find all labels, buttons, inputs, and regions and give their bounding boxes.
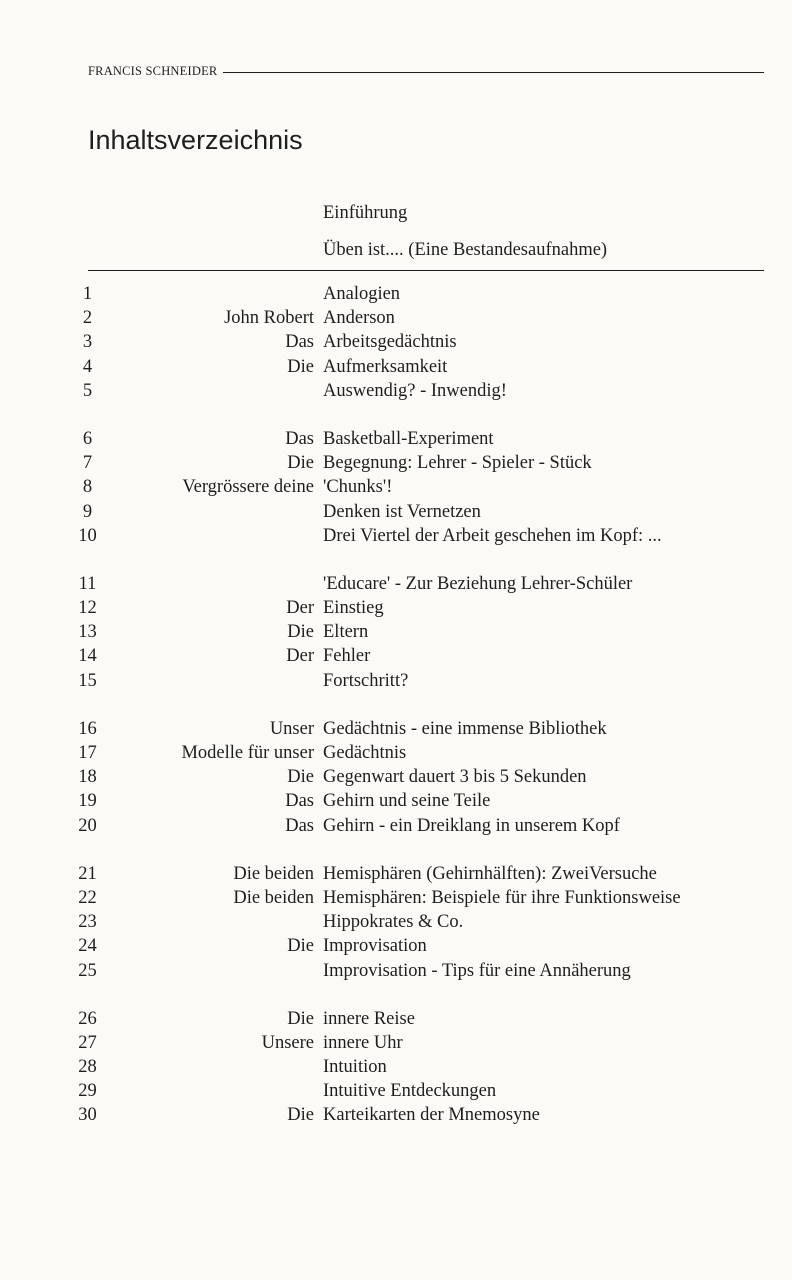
toc-list	[0, 282, 792, 1152]
entry-title: Gehirn - ein Dreiklang in unserem Kopf	[323, 815, 620, 836]
entry-number: 5	[82, 380, 93, 401]
entry-prefix: Das	[285, 815, 314, 836]
entry-number: 23	[78, 912, 97, 933]
toc-entry	[0, 1055, 792, 1079]
entry-title: Fortschritt?	[323, 670, 409, 691]
entry-number: 26	[78, 1008, 97, 1029]
author-name: FRANCIS SCHNEIDER	[88, 64, 218, 78]
entry-title: Auswendig? - Inwendig!	[323, 380, 507, 401]
entry-title: Analogien	[323, 284, 401, 304]
running-header	[88, 64, 764, 79]
entry-title: Gedächtnis	[323, 743, 407, 763]
entry-prefix: Das	[285, 428, 314, 449]
entry-title: Einstieg	[323, 598, 384, 619]
entry-number: 9	[82, 501, 93, 522]
toc-entry	[0, 1031, 792, 1055]
toc-entry	[0, 1079, 792, 1103]
entry-number: 6	[82, 428, 93, 449]
entry-title: innere Uhr	[323, 1032, 403, 1053]
entry-number: 19	[78, 791, 97, 812]
toc-entry	[0, 355, 792, 379]
entry-title: Gehirn und seine Teile	[323, 791, 491, 812]
entry-title: Drei Viertel der Arbeit geschehen im Kopf: ...	[323, 525, 662, 546]
toc-entry	[0, 282, 792, 306]
entry-prefix: Die	[287, 1105, 314, 1126]
entry-title: 'Chunks'!	[323, 477, 393, 498]
entry-number: 2	[82, 308, 93, 329]
intro-line-introduction: Einführung	[323, 203, 408, 223]
toc-entry	[0, 1103, 792, 1127]
entry-number: 18	[78, 767, 97, 788]
entry-number: 1	[82, 284, 93, 304]
toc-entry	[0, 765, 792, 789]
entry-number: 12	[78, 598, 97, 619]
toc-entry	[0, 862, 792, 886]
entry-number: 30	[78, 1105, 97, 1126]
entry-title: Basketball-Experiment	[323, 428, 494, 449]
toc-entry	[0, 475, 792, 499]
toc-group	[0, 862, 792, 983]
toc-entry	[0, 306, 792, 330]
entry-title: Begegnung: Lehrer - Spieler - Stück	[323, 453, 592, 474]
entry-title: Arbeitsgedächtnis	[323, 332, 457, 353]
entry-number: 3	[82, 332, 93, 353]
entry-title: Hemisphären: Beispiele für ihre Funktionsweise	[323, 887, 681, 908]
entry-title: Gegenwart dauert 3 bis 5 Sekunden	[323, 767, 587, 788]
toc-entry	[0, 524, 792, 548]
toc-entry	[0, 572, 792, 596]
entry-title: Eltern	[323, 622, 369, 643]
entry-title: Improvisation - Tips für eine Annäherung	[323, 960, 631, 981]
entry-number: 29	[78, 1081, 97, 1102]
toc-entry	[0, 620, 792, 644]
entry-title: Intuition	[323, 1057, 387, 1078]
toc-group	[0, 1007, 792, 1128]
toc-entry	[0, 910, 792, 934]
entry-prefix: Die	[287, 1008, 314, 1029]
toc-group	[0, 572, 792, 693]
entry-title: Aufmerksamkeit	[323, 356, 448, 377]
intro-divider	[88, 270, 764, 271]
entry-number: 22	[78, 887, 97, 908]
entry-prefix: Das	[285, 791, 314, 812]
entry-title: innere Reise	[323, 1008, 415, 1029]
entry-title: Fehler	[323, 646, 371, 667]
header-rule	[223, 72, 764, 73]
toc-entry	[0, 886, 792, 910]
entry-number: 20	[78, 815, 97, 836]
toc-group	[0, 717, 792, 838]
entry-number: 13	[78, 622, 97, 643]
entry-title: Karteikarten der Mnemosyne	[323, 1105, 540, 1126]
entry-number: 11	[78, 573, 97, 594]
toc-entry	[0, 500, 792, 524]
toc-entry	[0, 959, 792, 983]
toc-entry	[0, 1007, 792, 1031]
entry-number: 25	[78, 960, 97, 981]
toc-group	[0, 427, 792, 548]
toc-entry	[0, 379, 792, 403]
toc-entry	[0, 741, 792, 765]
entry-prefix: Die	[287, 453, 314, 474]
toc-entry	[0, 427, 792, 451]
toc-entry	[0, 789, 792, 813]
entry-prefix: Modelle für unser	[181, 743, 314, 763]
toc-entry	[0, 596, 792, 620]
entry-title: Hippokrates & Co.	[323, 912, 464, 933]
entry-number: 14	[78, 646, 97, 667]
entry-number: 17	[78, 743, 97, 763]
entry-prefix: Die beiden	[233, 887, 314, 908]
entry-title: Intuitive Entdeckungen	[323, 1081, 497, 1102]
toc-entry	[0, 644, 792, 668]
entry-prefix: Unser	[269, 718, 314, 739]
page-title: Inhaltsverzeichnis	[88, 125, 303, 155]
entry-number: 15	[78, 670, 97, 691]
entry-number: 28	[78, 1057, 97, 1078]
entry-number: 10	[78, 525, 97, 546]
toc-entry	[0, 934, 792, 958]
entry-title: Anderson	[323, 308, 395, 329]
entry-title: Improvisation	[323, 936, 427, 957]
entry-prefix: Vergrössere deine	[182, 477, 314, 498]
entry-prefix: Unsere	[261, 1032, 314, 1053]
entry-prefix: Das	[285, 332, 314, 353]
entry-number: 4	[82, 356, 93, 377]
toc-group	[0, 282, 792, 403]
entry-title: Denken ist Vernetzen	[323, 501, 481, 522]
entry-number: 27	[78, 1032, 97, 1053]
entry-prefix: John Robert	[224, 308, 314, 329]
intro-line-inventory: Üben ist.... (Eine Bestandesaufnahme)	[323, 240, 608, 260]
entry-prefix: Die	[287, 356, 314, 377]
entry-title: Hemisphären (Gehirnhälften): ZweiVersuche	[323, 863, 657, 884]
entry-title: 'Educare' - Zur Beziehung Lehrer-Schüler	[323, 573, 633, 594]
toc-entry	[0, 451, 792, 475]
entry-number: 8	[82, 477, 93, 498]
toc-entry	[0, 669, 792, 693]
entry-number: 24	[78, 936, 97, 957]
toc-entry	[0, 330, 792, 354]
entry-prefix: Die	[287, 936, 314, 957]
entry-title: Gedächtnis - eine immense Bibliothek	[323, 718, 607, 739]
entry-prefix: Die	[287, 767, 314, 788]
entry-number: 21	[78, 863, 97, 884]
toc-entry	[0, 717, 792, 741]
entry-prefix: Der	[286, 598, 314, 619]
entry-prefix: Die beiden	[233, 863, 314, 884]
entry-number: 16	[78, 718, 97, 739]
entry-number: 7	[82, 453, 93, 474]
entry-prefix: Die	[287, 622, 314, 643]
entry-prefix: Der	[286, 646, 314, 667]
toc-entry	[0, 814, 792, 838]
